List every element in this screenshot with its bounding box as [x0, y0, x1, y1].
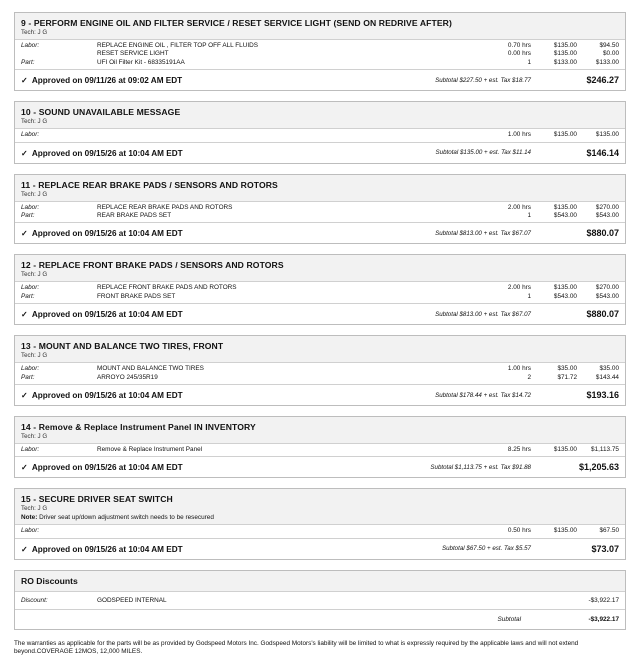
- line-desc: REPLACE ENGINE OIL , FILTER TOP OFF ALL FLUIDS: [97, 42, 258, 49]
- line-rate: $135.00: [553, 131, 577, 139]
- line-qty: 2: [527, 373, 531, 381]
- line-qty: 1.00 hrs: [507, 131, 531, 139]
- job-tech: Tech: J G: [21, 271, 48, 279]
- line-rate: $135.00: [553, 50, 577, 58]
- line-rate: $133.00: [553, 58, 577, 66]
- checkmark-icon: ✓: [21, 148, 28, 158]
- job-section: [14, 254, 626, 325]
- line-amount: $143.44: [595, 373, 619, 381]
- job-total: $246.27: [586, 75, 619, 86]
- line-item: [21, 212, 619, 220]
- line-item: [21, 42, 619, 50]
- job-section: [14, 101, 626, 163]
- line-qty: 0.50 hrs: [507, 527, 531, 535]
- job-section: [14, 12, 626, 91]
- discount-amount: -$3,922.17: [588, 596, 619, 604]
- line-amount: $94.50: [599, 42, 619, 49]
- job-title: 12 - REPLACE FRONT BRAKE PADS / SENSORS AND ROTORS: [21, 260, 284, 271]
- line-item: [21, 293, 619, 301]
- line-item: [21, 374, 619, 382]
- approval-text: Approved on 09/15/26 at 10:04 AM EDT: [31, 463, 183, 473]
- line-amount: $67.50: [599, 527, 619, 535]
- line-type: Labor:: [21, 365, 40, 373]
- job-subtotal: Subtotal $135.00 + est. Tax $11.14: [435, 149, 531, 157]
- line-type: Labor:: [21, 131, 40, 139]
- job-tech: Tech: J G: [21, 352, 48, 360]
- job-title: 10 - SOUND UNAVAILABLE MESSAGE: [21, 107, 181, 118]
- job-title: 9 - PERFORM ENGINE OIL AND FILTER SERVICE / RESET SERVICE LIGHT (SEND ON REDRIVE AFTER): [21, 18, 452, 28]
- line-item: [21, 284, 619, 292]
- job-total: $1,205.63: [578, 462, 619, 473]
- approval-text: Approved on 09/15/26 at 10:04 AM EDT: [31, 391, 183, 401]
- line-qty: 1: [527, 292, 531, 300]
- approval-status: [21, 309, 435, 319]
- job-subtotal: Subtotal $178.44 + est. Tax $14.72: [435, 391, 531, 399]
- job-note: [21, 514, 619, 521]
- line-amount: $270.00: [595, 284, 619, 292]
- job-total: $73.07: [591, 543, 619, 554]
- line-rate: $35.00: [557, 365, 577, 373]
- job-header: [15, 175, 625, 202]
- checkmark-icon: ✓: [21, 76, 28, 86]
- job-subtotal: Subtotal $67.50 + est. Tax $5.57: [441, 545, 531, 553]
- checkmark-icon: ✓: [21, 544, 28, 554]
- line-qty: 2.00 hrs: [507, 203, 531, 211]
- line-item: [21, 50, 619, 58]
- approval-status: [21, 75, 435, 85]
- job-subtotal: Subtotal $813.00 + est. Tax $67.07: [435, 310, 531, 318]
- job-section: [14, 488, 626, 559]
- line-amount: $270.00: [595, 203, 619, 211]
- job-subtotal: Subtotal $227.50 + est. Tax $18.77: [435, 76, 531, 84]
- job-tech: Tech: J G: [21, 118, 48, 126]
- job-lines: [15, 129, 625, 141]
- line-qty: 1: [527, 212, 531, 220]
- line-type: Part:: [21, 58, 35, 66]
- job-note-text: Driver seat up/down adjustment switch needs to be resecured: [39, 514, 214, 522]
- line-qty: 1: [527, 58, 531, 66]
- job-lines: [15, 363, 625, 384]
- line-rate: $135.00: [553, 446, 577, 454]
- job-section: [14, 416, 626, 478]
- job-footer: [15, 456, 625, 477]
- approval-status: [21, 462, 430, 472]
- job-header: [15, 255, 625, 282]
- discount-type: Discount:: [21, 596, 48, 604]
- line-qty: 1.00 hrs: [507, 365, 531, 373]
- line-type: Labor:: [21, 203, 40, 211]
- line-rate: $543.00: [553, 212, 577, 220]
- line-rate: $135.00: [553, 284, 577, 292]
- line-amount: $135.00: [595, 131, 619, 139]
- line-desc: REPLACE REAR BRAKE PADS AND ROTORS: [97, 203, 233, 211]
- job-lines: [15, 282, 625, 303]
- line-amount: $543.00: [595, 292, 619, 300]
- warranty-text: The warranties as applicable for the parts will be as provided by Godspeed Motors Inc. Godspeed Motors's liability will be limited to what is expressly required by the applicable laws and will not extend beyond.COVERAGE 12MOS, 12,000 MILES.: [14, 639, 579, 656]
- line-item: [21, 446, 619, 454]
- line-rate: $135.00: [553, 42, 577, 49]
- line-type: Labor:: [21, 284, 40, 292]
- line-qty: 0.70 hrs: [507, 42, 531, 49]
- job-title: 13 - MOUNT AND BALANCE TWO TIRES, FRONT: [21, 341, 224, 352]
- discount-subtotal-amount: -$3,922.17: [588, 615, 619, 623]
- job-header: [15, 417, 625, 444]
- line-desc: RESET SERVICE LIGHT: [97, 50, 169, 58]
- job-total: $193.16: [586, 390, 619, 401]
- job-footer: [15, 142, 625, 163]
- job-note-label: Note:: [21, 514, 38, 522]
- line-amount: $1,113.75: [591, 446, 619, 454]
- job-footer: [15, 69, 625, 90]
- line-desc: UFI Oil Filter Kit - 68335191AA: [97, 58, 185, 66]
- job-list: [10, 12, 630, 560]
- discounts-title: RO Discounts: [15, 571, 625, 592]
- line-qty: 0.00 hrs: [507, 50, 531, 58]
- discount-desc: GODSPEED INTERNAL: [97, 596, 167, 604]
- job-section: [14, 174, 626, 245]
- line-amount: $35.00: [599, 365, 619, 373]
- line-desc: REAR BRAKE PADS SET: [97, 212, 172, 220]
- line-item: [21, 365, 619, 373]
- checkmark-icon: ✓: [21, 463, 28, 473]
- line-type: Labor:: [21, 446, 40, 454]
- checkmark-icon: ✓: [21, 229, 28, 239]
- job-lines: [15, 40, 625, 69]
- line-amount: $133.00: [595, 58, 619, 66]
- line-item: [21, 527, 619, 535]
- line-rate: $135.00: [553, 527, 577, 535]
- job-tech: Tech: J G: [21, 29, 48, 36]
- job-tech: Tech: J G: [21, 505, 48, 513]
- job-title: 14 - Remove & Replace Instrument Panel IN INVENTORY: [21, 422, 256, 433]
- job-tech: Tech: J G: [21, 433, 48, 441]
- checkmark-icon: ✓: [21, 310, 28, 320]
- job-header: [15, 13, 625, 40]
- discount-subtotal-row: [15, 610, 625, 629]
- job-footer: [15, 222, 625, 243]
- discount-subtotal-label: Subtotal: [497, 615, 521, 623]
- line-desc: ARROYO 245/35R19: [97, 373, 158, 381]
- line-item: [21, 59, 619, 67]
- approval-status: [21, 390, 435, 400]
- approval-text: Approved on 09/15/26 at 10:04 AM EDT: [31, 310, 183, 320]
- line-amount: $0.00: [603, 50, 619, 58]
- ro-discounts-section: [14, 570, 626, 630]
- line-item: [21, 131, 619, 139]
- line-type: Part:: [21, 212, 35, 220]
- job-total: $146.14: [586, 147, 619, 158]
- job-total: $880.07: [586, 309, 619, 320]
- line-rate: $71.72: [557, 373, 577, 381]
- line-desc: MOUNT AND BALANCE TWO TIRES: [97, 365, 204, 373]
- job-title: 11 - REPLACE REAR BRAKE PADS / SENSORS AND ROTORS: [21, 179, 278, 190]
- job-lines: [15, 202, 625, 223]
- approval-text: Approved on 09/11/26 at 09:02 AM EDT: [31, 76, 183, 86]
- line-rate: $135.00: [553, 203, 577, 211]
- job-header: [15, 336, 625, 363]
- line-type: Labor:: [21, 42, 40, 49]
- line-qty: 2.00 hrs: [507, 284, 531, 292]
- line-qty: 8.25 hrs: [507, 446, 531, 454]
- discount-line: [15, 592, 625, 610]
- job-footer: [15, 384, 625, 405]
- job-tech: Tech: J G: [21, 190, 48, 198]
- approval-status: [21, 148, 436, 158]
- line-type: Part:: [21, 292, 35, 300]
- approval-text: Approved on 09/15/26 at 10:04 AM EDT: [31, 148, 183, 158]
- job-section: [14, 335, 626, 406]
- approval-text: Approved on 09/15/26 at 10:04 AM EDT: [31, 229, 183, 239]
- line-item: [21, 204, 619, 212]
- approval-status: [21, 228, 435, 238]
- checkmark-icon: ✓: [21, 391, 28, 401]
- job-lines: [15, 525, 625, 537]
- line-desc: REPLACE FRONT BRAKE PADS AND ROTORS: [97, 284, 237, 292]
- job-subtotal: Subtotal $813.00 + est. Tax $67.07: [435, 229, 531, 237]
- job-footer: [15, 303, 625, 324]
- job-lines: [15, 444, 625, 456]
- line-type: Labor:: [21, 527, 40, 535]
- approval-status: [21, 544, 442, 554]
- repair-order-page: [10, 0, 630, 657]
- line-desc: Remove & Replace Instrument Panel: [97, 446, 203, 454]
- job-footer: [15, 538, 625, 559]
- line-amount: $543.00: [595, 212, 619, 220]
- line-type: Part:: [21, 373, 35, 381]
- job-title: 15 - SECURE DRIVER SEAT SWITCH: [21, 494, 173, 505]
- job-header: [15, 489, 625, 525]
- job-subtotal: Subtotal $1,113.75 + est. Tax $91.88: [430, 463, 531, 471]
- line-rate: $543.00: [553, 292, 577, 300]
- approval-text: Approved on 09/15/26 at 10:04 AM EDT: [31, 544, 183, 554]
- job-header: [15, 102, 625, 129]
- job-total: $880.07: [586, 228, 619, 239]
- line-desc: FRONT BRAKE PADS SET: [97, 292, 176, 300]
